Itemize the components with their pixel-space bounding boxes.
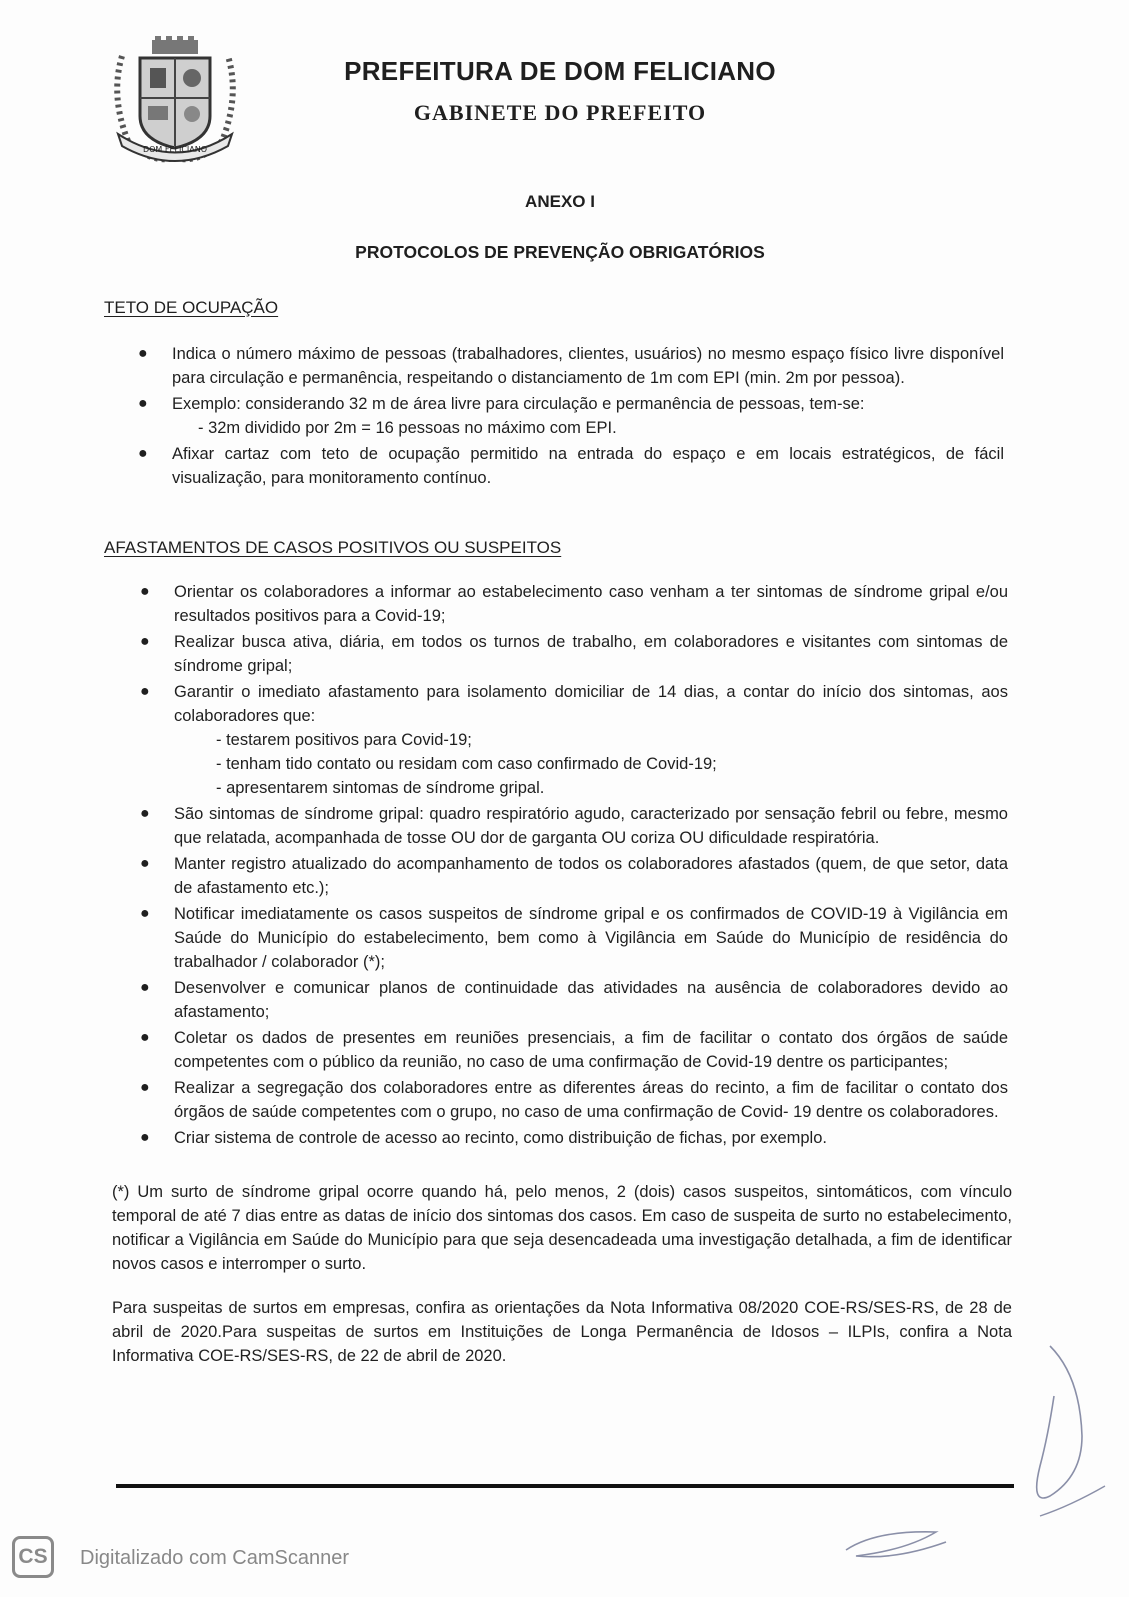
bullet-icon: ● bbox=[140, 1079, 150, 1096]
bullet-icon: ● bbox=[140, 1029, 150, 1046]
municipality-title: PREFEITURA DE DOM FELICIANO bbox=[344, 56, 776, 86]
list-item: ● Manter registro atualizado do acompanhamento de todos os colaboradores afastados (quem, de que setor, data de afastamento etc.); bbox=[140, 852, 1008, 900]
closing-paragraph: Para suspeitas de surtos em empresas, confira as orientações da Nota Informativa 08/2020 COE-RS/SES-RS, de 28 de abril de 2020.Para suspeitas de surtos em Instituições de Longa Permanência de Idosos – ILPIs, confira a Nota Informativa COE-RS/SES-RS, de 22 de abril de 2020. bbox=[112, 1299, 1012, 1365]
occupancy-section bbox=[138, 342, 1004, 492]
example-calculation: - 32m dividido por 2m = 16 pessoas no máximo com EPI. bbox=[198, 419, 617, 437]
camscanner-logo-icon: CS bbox=[12, 1536, 54, 1578]
section-heading-absences: AFASTAMENTOS DE CASOS POSITIVOS OU SUSPEITOS bbox=[104, 538, 562, 557]
sub-item: - apresentarem sintomas de síndrome gripal. bbox=[216, 779, 545, 797]
list-item: ● Realizar busca ativa, diária, em todos os turnos de trabalho, em colaboradores e visitantes com sintomas de síndrome gripal; bbox=[140, 630, 1008, 678]
list-item: ● Exemplo: considerando 32 m de área livre para circulação e permanência de pessoas, tem-se: - 32m dividido por 2m = 16 pessoas no máximo com EPI. bbox=[138, 392, 1004, 440]
list-item: ● São sintomas de síndrome gripal: quadro respiratório agudo, caracterizado por sensação febril ou febre, mesmo que relatada, acompanhada de tosse OU dor de garganta OU coriza OU dificuldade respiratória. bbox=[140, 802, 1008, 850]
list-item: ● Garantir o imediato afastamento para isolamento domiciliar de 14 dias, a contar do início dos sintomas, aos colaboradores que: - testarem positivos para Covid-19; - tenham tido contato ou residam com caso confirmado de Covid-19; - apresentarem sintomas de síndrome gripal. bbox=[140, 680, 1008, 800]
bullet-icon: ● bbox=[138, 345, 148, 362]
scanner-watermark: Digitalizado com CamScanner bbox=[80, 1547, 350, 1569]
list-item: ● Afixar cartaz com teto de ocupação permitido na entrada do espaço e em locais estratégicos, de fácil visualização, para monitoramento contínuo. bbox=[138, 442, 1004, 490]
bullet-icon: ● bbox=[140, 583, 150, 600]
outbreak-note: (*) Um surto de síndrome gripal ocorre quando há, pelo menos, 2 (dois) casos suspeitos, sintomáticos, com vínculo temporal de até 7 dias entre as datas de início dos sintomas dos casos. Em caso de suspeita de surto no estabelecimento, notificar a Vigilância em Saúde do Município para que seja desencadeada uma investigação detalhada, a fim de identificar novos casos e interromper o surto. bbox=[112, 1183, 1012, 1273]
initials-mark-icon bbox=[836, 1520, 956, 1570]
list-item: ● Indica o número máximo de pessoas (trabalhadores, clientes, usuários) no mesmo espaço físico livre disponível para circulação e permanência, respeitando o distanciamento de 1m com EPI (min. 2m por pessoa). bbox=[138, 342, 1004, 390]
list-item: ● Coletar os dados de presentes em reuniões presenciais, a fim de facilitar o contato dos órgãos de saúde competentes com o público da reunião, no caso de uma confirmação de Covid-19 dentre os participantes; bbox=[140, 1026, 1008, 1074]
list-item: ● Orientar os colaboradores a informar ao estabelecimento caso venham a ter sintomas de síndrome gripal e/ou resultados positivos para a Covid-19; bbox=[140, 580, 1008, 628]
list-item: ● Criar sistema de controle de acesso ao recinto, como distribuição de fichas, por exemplo. bbox=[140, 1126, 1008, 1150]
sub-item: - testarem positivos para Covid-19; bbox=[216, 731, 472, 749]
sub-item: - tenham tido contato ou residam com caso confirmado de Covid-19; bbox=[216, 755, 717, 773]
bullet-icon: ● bbox=[138, 445, 148, 462]
bullet-icon: ● bbox=[140, 1129, 150, 1146]
absences-section bbox=[140, 580, 1008, 1152]
footer-divider bbox=[116, 1484, 1014, 1488]
bullet-icon: ● bbox=[140, 979, 150, 996]
office-subtitle: GABINETE DO PREFEITO bbox=[413, 100, 707, 125]
section-heading-occupancy: TETO DE OCUPAÇÃO bbox=[104, 298, 279, 317]
bullet-icon: ● bbox=[140, 683, 150, 700]
list-item: ● Desenvolver e comunicar planos de continuidade das atividades na ausência de colaboradores devido ao afastamento; bbox=[140, 976, 1008, 1024]
bullet-icon: ● bbox=[140, 855, 150, 872]
bullet-icon: ● bbox=[140, 633, 150, 650]
bullet-icon: ● bbox=[140, 805, 150, 822]
municipal-crest-icon bbox=[100, 36, 250, 166]
list-item: ● Realizar a segregação dos colaboradores entre as diferentes áreas do recinto, a fim de facilitar o contato dos órgãos de saúde competentes com o grupo, no caso de uma confirmação de Covid- 19 dentre os colaboradores. bbox=[140, 1076, 1008, 1124]
bullet-icon: ● bbox=[140, 905, 150, 922]
signature-mark-icon bbox=[1010, 1336, 1110, 1536]
bullet-icon: ● bbox=[138, 395, 148, 412]
document-title: PROTOCOLOS DE PREVENÇÃO OBRIGATÓRIOS bbox=[355, 242, 765, 262]
crest-text: DOM FELICIANO bbox=[142, 145, 208, 154]
list-item: ● Notificar imediatamente os casos suspeitos de síndrome gripal e os confirmados de COVID-19 à Vigilância em Saúde do Município do estabelecimento, bem como à Vigilância em Saúde do Município de residência do trabalhador / colaborador (*); bbox=[140, 902, 1008, 974]
annex-label: ANEXO I bbox=[525, 192, 595, 211]
